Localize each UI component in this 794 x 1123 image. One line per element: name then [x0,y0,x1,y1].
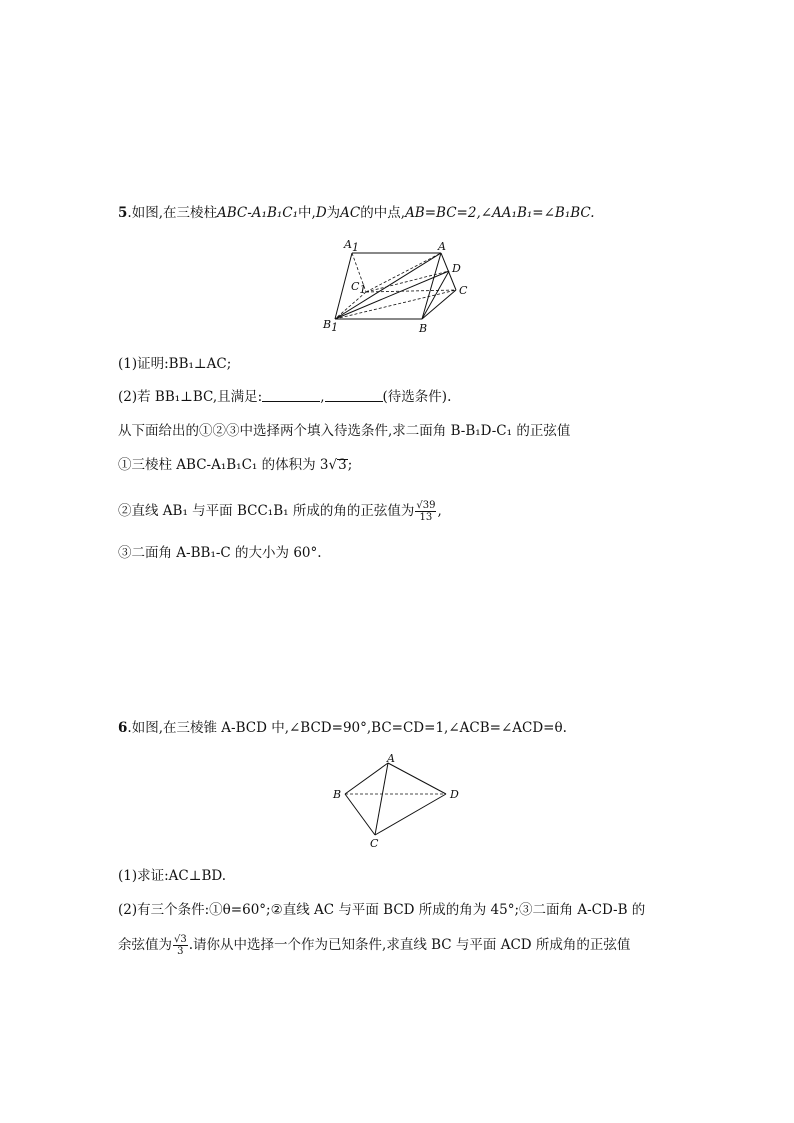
part2-fraction [173,934,188,957]
stem-text-b: 中, [298,205,316,221]
problem6-number: 6 [118,720,128,736]
problem5-number: 5 [118,205,128,221]
problem5-stem [118,203,595,223]
edge-b-c [345,794,375,835]
problem6-part2-line1: (2)有三个条件:①θ=60°;②直线 AC 与平面 BCD 所成的角为 45°;③二面角 A-CD-B 的 [118,902,646,918]
edge-b1-d [335,271,449,319]
part2-line2-text-b: .请你从中选择一个作为已知条件,求直线 BC 与平面 ACD 所成角的正弦值 [188,937,631,953]
stem-segment-ac: AC [340,205,361,221]
problem6-part1: (1)求证:AC⊥BD. [118,868,226,884]
label-c: C [459,284,468,297]
cond1-text: ①三棱柱 ABC-A₁B₁C₁ 的体积为 3 [118,457,329,473]
label-a: A [438,240,446,253]
label-b: B [333,788,342,801]
cond1-sqrt: 3 [338,457,347,473]
part2-line2-text-a: 余弦值为 [118,937,172,953]
problem6-stem-text: .如图,在三棱锥 A-BCD 中,∠BCD=90°,BC=CD=1,∠ACB=∠ACD=θ. [127,720,567,736]
label-c1: C1 [351,280,367,296]
problem5-part2 [118,387,451,407]
stem-text-d: 的中点, [360,205,406,221]
edge-a-c [375,763,388,835]
stem-point-d: D [315,205,327,221]
label-d: D [450,788,459,801]
hidden-edge-b1-c [335,290,456,319]
stem-text-c: 为 [326,205,341,221]
hidden-edge-c1-a [366,253,441,292]
cond1-sqrt-sign: √ [328,457,338,473]
edge-b-d [422,271,449,319]
label-b1: B1 [323,318,339,334]
cond2-numerator: √39 [416,500,436,511]
edge-a-b [345,763,388,794]
problem5-part1: (1)证明:BB₁⊥AC; [118,356,232,372]
cond2-end: , [437,503,442,519]
problem5-condition-3: ③二面角 A-BB₁-C 的大小为 60°. [118,545,322,561]
stem-equality: AB=BC=2, [405,205,481,221]
label-c: C [370,837,379,850]
problem6-part2-line2 [118,934,630,957]
label-b: B [419,322,428,335]
label-a1: A1 [344,238,359,254]
condition-blank-2 [325,389,383,402]
edge-c-d [375,794,446,835]
label-a: A [387,752,395,765]
cond1-end: ; [347,457,353,473]
problem5-condition-1 [118,455,352,475]
edge-a1-b1 [335,253,352,319]
part2-numerator: √3 [174,934,187,945]
tetrahedron-figure [330,752,466,850]
part2-text-b: (待选条件). [382,389,452,405]
part2-comma: , [320,389,325,405]
edge-a-d [388,763,446,794]
label-d: D [452,262,461,275]
stem-text-a: .如图,在三棱柱 [127,205,217,221]
problem5-condition-2 [118,500,442,523]
cond2-fraction [415,500,436,523]
condition-blank-1 [262,389,320,402]
prism-figure [318,236,476,336]
cond2-denominator: 13 [419,512,433,523]
problem6-stem [118,718,567,738]
cond2-text: ②直线 AB₁ 与平面 BCC₁B₁ 所成的角的正弦值为 [118,503,415,519]
stem-angle-equality: ∠AA₁B₁=∠B₁BC. [480,205,595,221]
part2-text-a: (2)若 BB₁⊥BC,且满足: [118,389,263,405]
stem-prism: ABC-A₁B₁C₁ [217,205,299,221]
problem5-instruction: 从下面给出的①②③中选择两个填入待选条件,求二面角 B-B₁D-C₁ 的正弦值 [118,423,571,439]
part2-denominator: 3 [177,946,184,957]
